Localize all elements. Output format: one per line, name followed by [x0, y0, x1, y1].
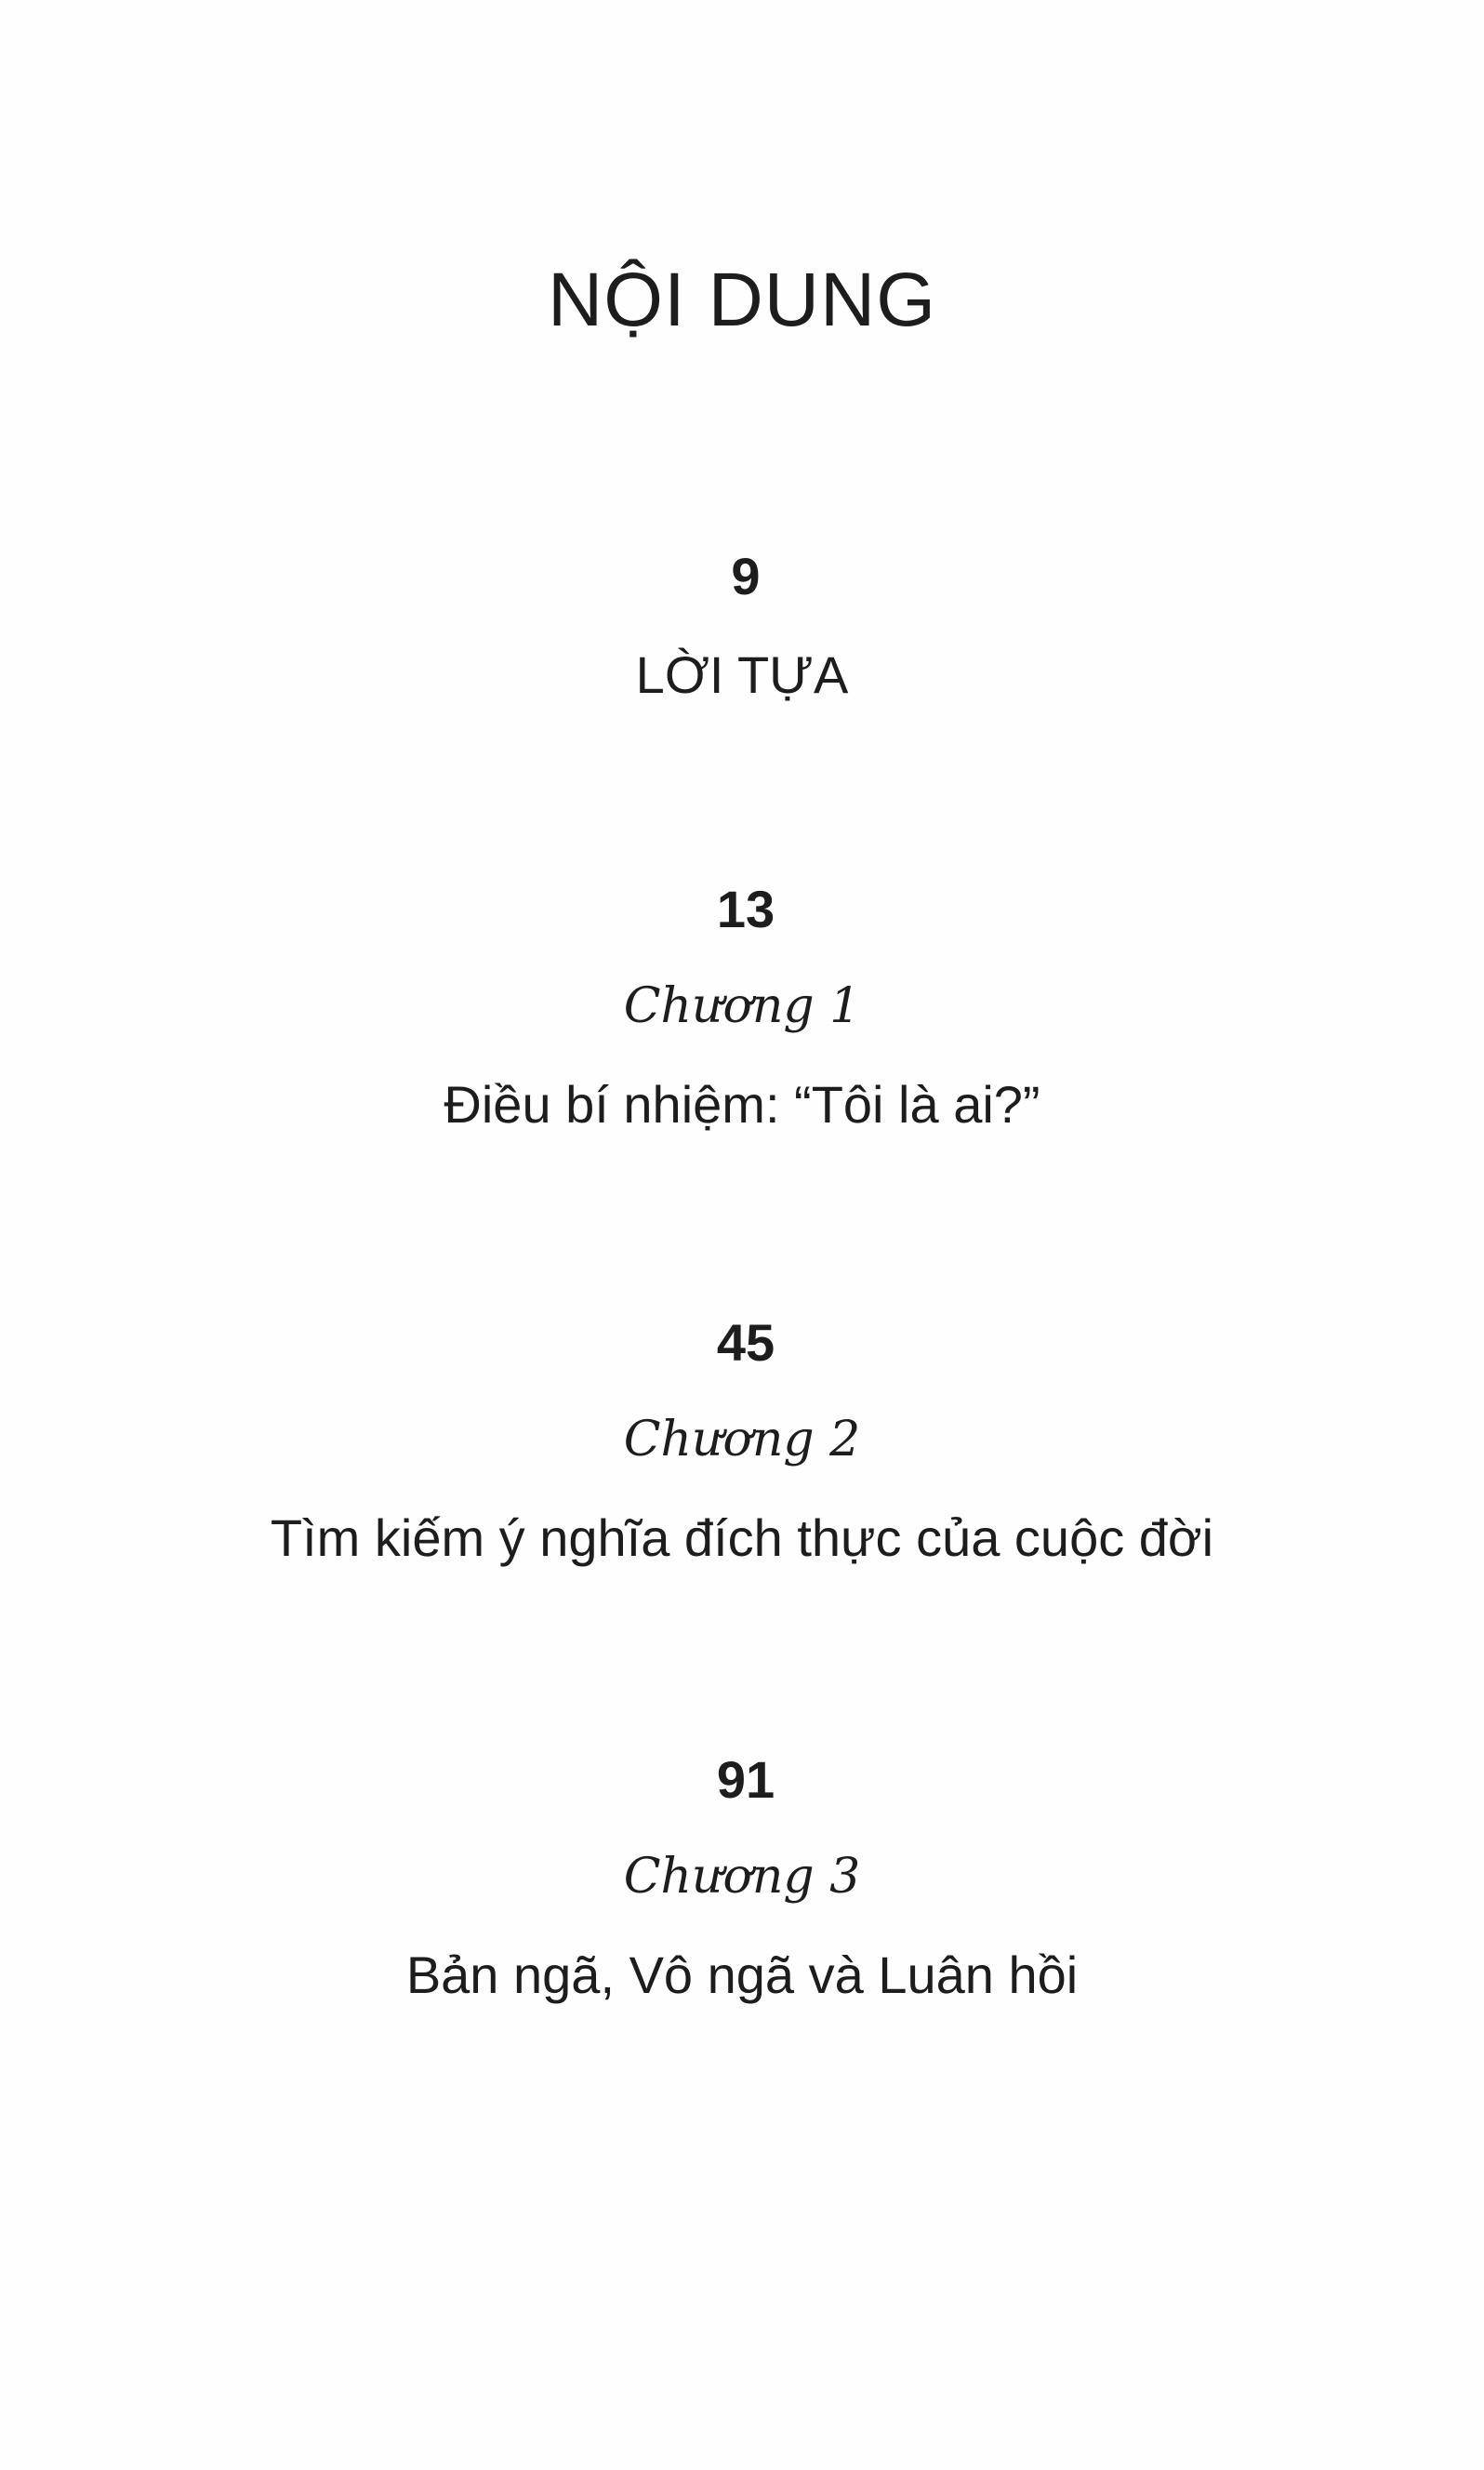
toc-entry-title: LỜI TỰA: [635, 645, 849, 704]
toc-entry-chapter-3: [0, 1750, 1484, 2004]
toc-entry-chapter-2: [0, 1313, 1484, 1567]
toc-chapter-label: Chương 2: [623, 1412, 861, 1467]
toc-entry-title: Điều bí nhiệm: “Tôi là ai?”: [444, 1075, 1040, 1134]
toc-page-number: 9: [731, 547, 761, 605]
toc-page-number: 13: [716, 880, 775, 938]
toc-chapter-label: Chương 1: [623, 978, 861, 1034]
toc-page-number: 45: [716, 1313, 775, 1372]
toc-entry-preface: [0, 547, 1484, 704]
toc-page-number: 91: [716, 1750, 775, 1809]
toc-entry-chapter-1: [0, 880, 1484, 1134]
page-title: NỘI DUNG: [548, 258, 936, 342]
toc-entry-title: Tìm kiếm ý nghĩa đích thực của cuộc đời: [270, 1508, 1214, 1567]
toc-entry-title: Bản ngã, Vô ngã và Luân hồi: [405, 1945, 1079, 2004]
toc-chapter-label: Chương 3: [623, 1849, 861, 1905]
